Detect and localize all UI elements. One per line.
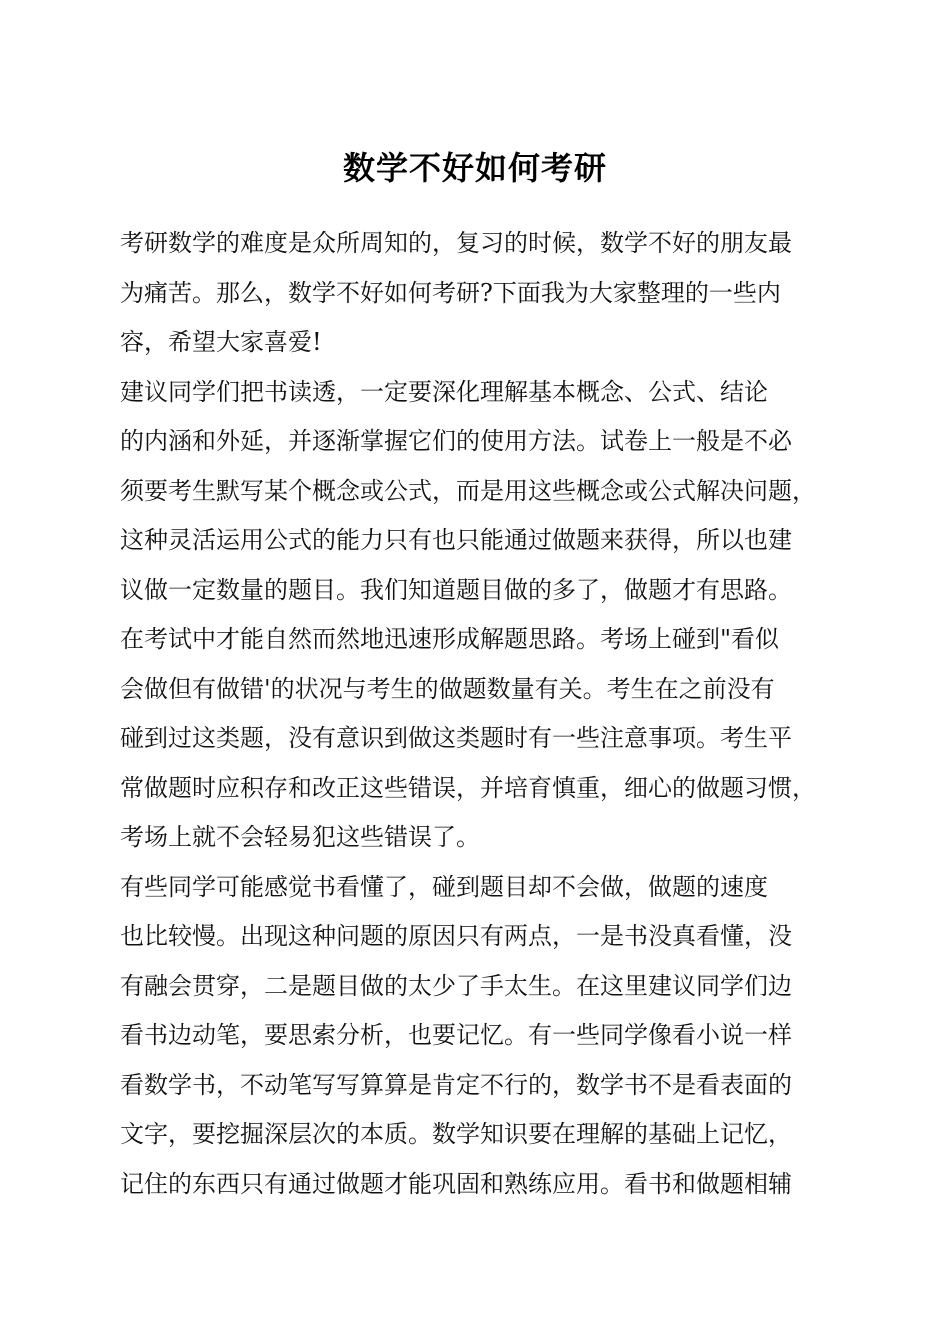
text-line: 有融会贯穿，二是题目做的太少了手太生。在这里建议同学们边 bbox=[120, 971, 792, 1000]
document-body bbox=[120, 219, 840, 1209]
text-line: 看数学书，不动笔写写算算是肯定不行的，数学书不是看表面的 bbox=[120, 1070, 792, 1099]
text-line: 为痛苦。那么，数学不好如何考研?下面我为大家整理的一些内 bbox=[120, 278, 781, 307]
text-line: 也比较慢。出现这种问题的原因只有两点，一是书没真看懂，没 bbox=[120, 922, 792, 950]
text-line: 会做但有做错'的状况与考生的做题数量有关。考生在之前没有 bbox=[120, 674, 775, 703]
document-title: 数学不好如何考研 bbox=[342, 149, 607, 187]
text-line: 碰到过这类题，没有意识到做这类题时有一些注意事项。考生平 bbox=[120, 724, 792, 752]
text-line: 考场上就不会轻易犯这些错误了。 bbox=[120, 823, 480, 851]
text-line: 有些同学可能感觉书看懂了，碰到题目却不会做，做题的速度 bbox=[120, 872, 768, 901]
text-line: 考研数学的难度是众所周知的，复习的时候，数学不好的朋友最 bbox=[120, 229, 792, 257]
text-line: 在考试中才能自然而然地迅速形成解题思路。考场上碰到"看似 bbox=[120, 625, 780, 653]
text-line: 议做一定数量的题目。我们知道题目做的多了，做题才有思路。 bbox=[120, 575, 792, 604]
text-line: 容，希望大家喜爱! bbox=[120, 328, 322, 356]
text-line: 常做题时应积存和改正这些错误，并培育慎重，细心的做题习惯， bbox=[120, 773, 816, 802]
text-line: 建议同学们把书读透，一定要深化理解基本概念、公式、结论 bbox=[120, 377, 768, 406]
text-line: 的内涵和外延，并逐渐掌握它们的使用方法。试卷上一般是不必 bbox=[120, 427, 792, 455]
text-line: 文字，要挖掘深层次的本质。数学知识要在理解的基础上记忆， bbox=[120, 1120, 792, 1148]
text-line: 这种灵活运用公式的能力只有也只能通过做题来获得，所以也建 bbox=[120, 526, 792, 554]
text-line: 看书边动笔，要思索分析，也要记忆。有一些同学像看小说一样 bbox=[120, 1021, 792, 1049]
text-line: 记住的东西只有通过做题才能巩固和熟练应用。看书和做题相辅 bbox=[120, 1169, 792, 1198]
text-line: 须要考生默写某个概念或公式，而是用这些概念或公式解决问题， bbox=[120, 476, 816, 505]
